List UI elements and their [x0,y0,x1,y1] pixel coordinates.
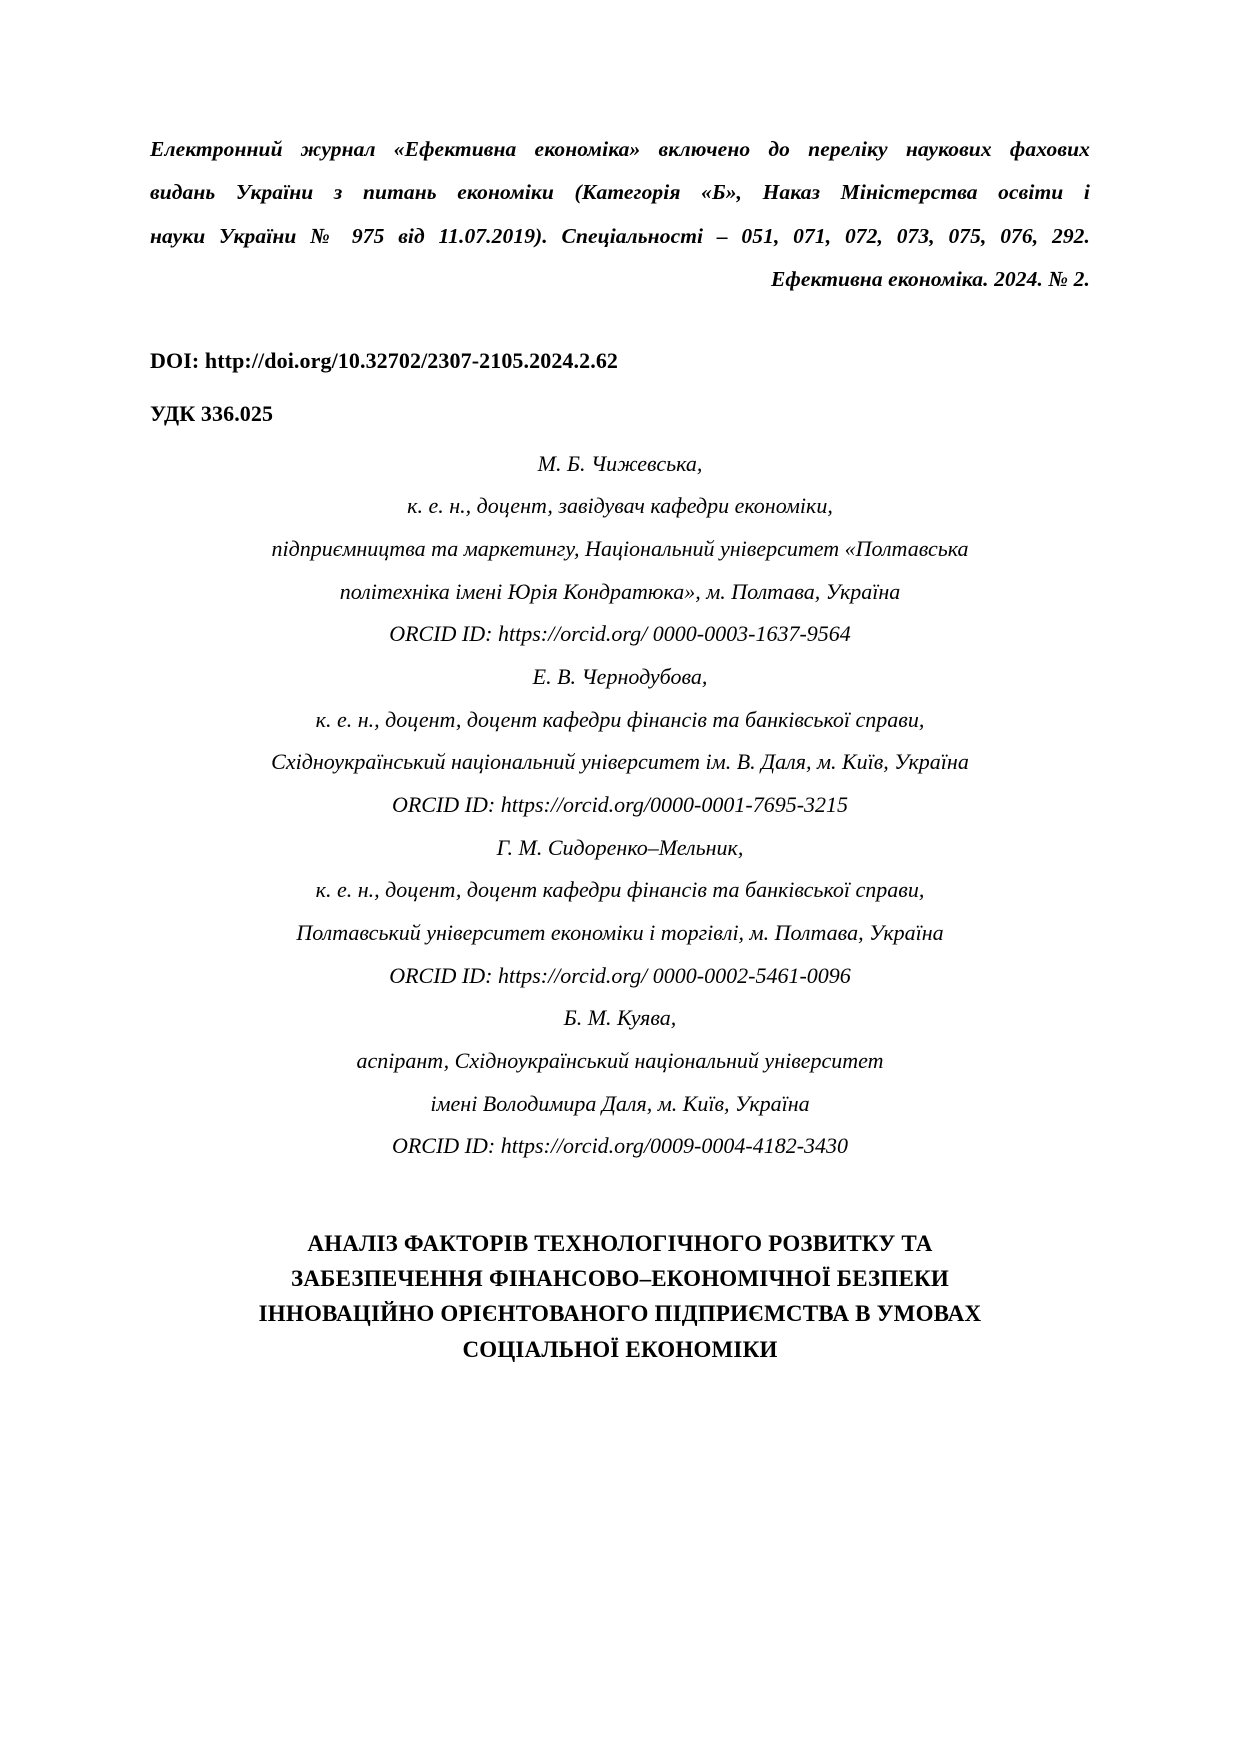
author-orcid-2[interactable]: ORCID ID: https://orcid.org/0000-0001-7695-3215 [391,792,849,818]
author-name-2: Е. В. Чернодубова, [532,664,708,690]
author-name-4: Б. М. Куява, [563,1005,677,1031]
authors-block [150,443,1090,1168]
author-orcid-4[interactable]: ORCID ID: https://orcid.org/0009-0004-4182-3430 [391,1133,849,1159]
author-affiliation-2-line-1: к. е. н., доцент, доцент кафедри фінансів та банківської справи, [315,706,925,732]
journal-inclusion-note [150,128,1090,302]
title-line-4: СОЦІАЛЬНОЇ ЕКОНОМІКИ [462,1336,778,1362]
author-orcid-1[interactable]: ORCID ID: https://orcid.org/ 0000-0003-1637-9564 [389,621,851,647]
author-affiliation-3-line-2: Полтавський університет економіки і торгівлі, м. Полтава, Україна [296,920,944,946]
author-affiliation-4-line-2: імені Володимира Даля, м. Київ, Україна [430,1090,810,1116]
journal-note-line-1: Електронний журнал «Ефективна економіка» включено до переліку наукових фахових [150,137,1090,161]
journal-note-line-3: науки України № 975 від 11.07.2019). Спеціальності – 051, 071, 072, 073, 075, 076, 292. [150,223,1090,248]
title-line-1: АНАЛІЗ ФАКТОРІВ ТЕХНОЛОГІЧНОГО РОЗВИТКУ ТА [307,1231,933,1257]
author-affiliation-2-line-2: Східноукраїнський національний університет ім. В. Даля, м. Київ, Україна [271,749,969,775]
title-line-2: ЗАБЕЗПЕЧЕННЯ ФІНАНСОВО–ЕКОНОМІЧНОЇ БЕЗПЕКИ [291,1266,949,1292]
author-name-1: М. Б. Чижевська, [537,450,703,476]
author-affiliation-1-line-3: політехніка імені Юрія Кондратюка», м. Полтава, Україна [339,578,901,604]
author-affiliation-3-line-1: к. е. н., доцент, доцент кафедри фінансів та банківської справи, [315,877,925,903]
author-affiliation-1-line-2: підприємництва та маркетингу, Національний університет «Полтавська [271,536,969,562]
journal-note-line-2: видань України з питань економіки (Категорія «Б», Наказ Міністерства освіти і [150,180,1090,205]
author-affiliation-1-line-1: к. е. н., доцент, завідувач кафедри економіки, [407,493,833,519]
journal-note-issue: Ефективна економіка. 2024. № 2. [770,267,1090,292]
author-orcid-3[interactable]: ORCID ID: https://orcid.org/ 0000-0002-5461-0096 [389,962,851,988]
title-line-3: ІННОВАЦІЙНО ОРІЄНТОВАНОГО ПІДПРИЄМСТВА В УМОВАХ [258,1301,982,1327]
author-name-3: Г. М. Сидоренко–Мельник, [496,834,744,860]
udc-line: УДК 336.025 [150,400,274,426]
doi-line[interactable]: DOI: http://doi.org/10.32702/2307-2105.2024.2.62 [150,347,619,373]
page-title [150,1226,1090,1367]
author-affiliation-4-line-1: аспірант, Східноукраїнський національний університет [356,1048,884,1074]
